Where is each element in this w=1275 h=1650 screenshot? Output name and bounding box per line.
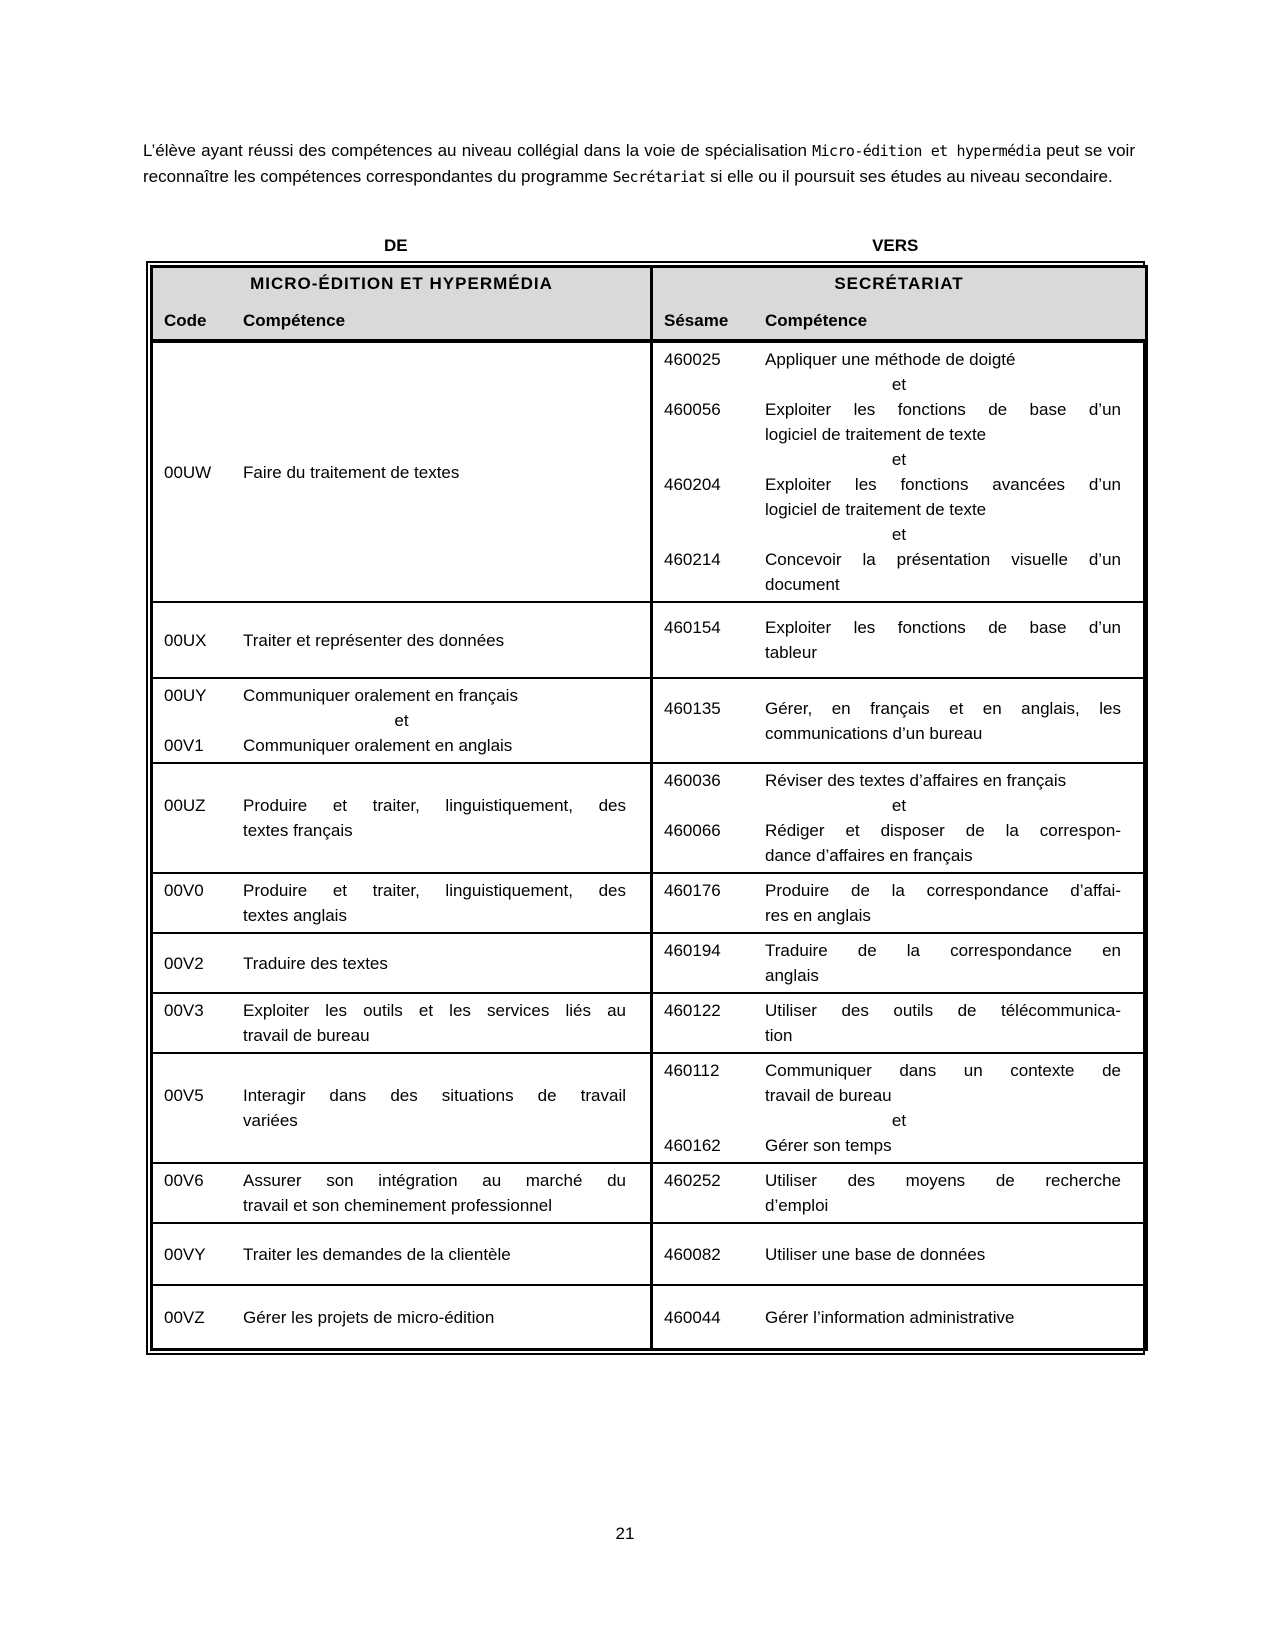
competence-entry (653, 347, 1145, 372)
text-line: communications d’un bureau (765, 723, 983, 743)
right-competence-cell (652, 341, 1147, 602)
left-competence-cell (152, 1285, 652, 1350)
et-separator: et (394, 711, 409, 730)
text-line: tableur (765, 643, 817, 662)
et-separator: et (891, 1111, 907, 1130)
table-row (152, 602, 1147, 678)
text-line: dance d’affaires en français (765, 846, 973, 865)
code-value: 00UW (164, 462, 212, 482)
code-value: 00V5 (164, 1086, 204, 1105)
text-line: Appliquer une méthode de doigté (765, 350, 1016, 369)
text-line: travail de bureau (765, 1086, 892, 1105)
text-line: Traiter les demandes de la clientèle (243, 1244, 511, 1264)
text-line: Gérer, en français et en anglais, les (765, 698, 1121, 718)
competence-text (243, 1242, 650, 1267)
table-header-row (152, 267, 1147, 342)
code-value: 460162 (664, 1136, 721, 1155)
competence-entry (153, 878, 650, 928)
correspondence-table (146, 261, 1145, 1355)
code-value: 00V6 (164, 1171, 204, 1190)
right-program-title: SECRÉTARIAT (834, 274, 964, 293)
table-row (152, 1285, 1147, 1350)
text-line: variées (243, 1111, 298, 1130)
text-line: res en anglais (765, 906, 871, 925)
competence-text (765, 615, 1145, 665)
competence-text (243, 1083, 650, 1133)
text-line: d’emploi (765, 1196, 829, 1215)
competence-text (243, 998, 650, 1048)
vers-label: VERS (872, 236, 919, 255)
competence-entry (653, 615, 1145, 665)
right-competence-cell (652, 763, 1147, 873)
right-column-headers (653, 311, 1145, 331)
competence-text (765, 818, 1145, 868)
code-value: 460056 (664, 400, 721, 419)
table-row (152, 1053, 1147, 1163)
code-value: 460082 (664, 1244, 721, 1264)
right-competence-cell (652, 678, 1147, 763)
competence-text (243, 951, 650, 976)
code-value: 460194 (664, 941, 721, 960)
code-value: 00V3 (164, 1001, 204, 1020)
page-number: 21 (615, 1524, 635, 1543)
code-value: 00V0 (164, 881, 204, 900)
competence-text (765, 472, 1145, 522)
right-competence-cell (652, 602, 1147, 678)
right-competence-cell (652, 933, 1147, 993)
table-body (152, 341, 1147, 1350)
competence-entry (653, 818, 1145, 868)
competence-text (243, 1168, 650, 1218)
text-line: Communiquer dans un contexte de (765, 1061, 1121, 1080)
competence-text (765, 1305, 1145, 1330)
competence-entry (653, 1242, 1145, 1267)
intro-text-segment: peut se voir reconnaître les compétences correspondantes du programme (143, 141, 1135, 186)
text-line: Communiquer oralement en anglais (243, 736, 513, 755)
competence-text (765, 768, 1145, 793)
et-separator: et (891, 525, 907, 544)
competence-text (243, 1305, 650, 1330)
text-line: Utiliser des moyens de recherche (765, 1171, 1121, 1190)
table-row (152, 763, 1147, 873)
right-competence-cell (652, 873, 1147, 933)
text-line: Utiliser une base de données (765, 1244, 986, 1264)
text-line: Gérer les projets de micro-édition (243, 1307, 495, 1327)
competence-entry (653, 998, 1145, 1048)
competence-column-header: Compétence (243, 311, 346, 330)
text-line: Exploiter les fonctions de base d’un (765, 400, 1121, 419)
left-competence-cell (152, 1053, 652, 1163)
text-line: Communiquer oralement en français (243, 686, 518, 705)
text-line: travail de bureau (243, 1026, 370, 1045)
left-competence-cell (152, 678, 652, 763)
competence-text (765, 1133, 1145, 1158)
competence-entry (153, 1242, 650, 1267)
competence-text (243, 683, 650, 708)
competence-entry (153, 793, 650, 843)
text-line: Traduire des textes (243, 953, 388, 973)
text-line: Faire du traitement de textes (243, 462, 460, 482)
code-value: 460204 (664, 475, 721, 494)
right-competence-cell (652, 993, 1147, 1053)
text-line: Gérer son temps (765, 1136, 892, 1155)
table-row (152, 933, 1147, 993)
code-value: 00V1 (164, 736, 204, 755)
text-line: Gérer l’information administrative (765, 1307, 1015, 1327)
competence-entry (653, 1168, 1145, 1218)
competence-text (765, 938, 1145, 988)
right-competence-cell (652, 1163, 1147, 1223)
competence-entry (653, 938, 1145, 988)
left-program-title: MICRO-ÉDITION ET HYPERMÉDIA (250, 274, 553, 293)
left-competence-cell (152, 1163, 652, 1223)
text-line: textes anglais (243, 906, 347, 925)
competence-text (765, 1242, 1145, 1267)
left-competence-cell (152, 602, 652, 678)
table-row (152, 873, 1147, 933)
table-row (152, 1163, 1147, 1223)
et-separator: et (891, 375, 907, 394)
text-line: Produire de la correspondance d’affai- (765, 881, 1121, 900)
competence-column-header: Compétence (765, 311, 868, 330)
competence-text (243, 628, 650, 653)
competence-entry (153, 683, 650, 708)
competence-mapping-table (150, 265, 1148, 1351)
left-competence-cell (152, 993, 652, 1053)
text-line: travail et son cheminement professionnel (243, 1196, 552, 1215)
table-row (152, 678, 1147, 763)
text-line: Assurer son intégration au marché du (243, 1171, 626, 1190)
competence-entry (153, 1305, 650, 1330)
text-line: Exploiter les fonctions de base d’un (765, 618, 1121, 637)
text-line: Utiliser des outils de télécommunica- (765, 1001, 1121, 1020)
competence-entry (153, 733, 650, 758)
code-value: 00UY (164, 686, 207, 705)
et-separator: et (891, 450, 907, 469)
text-line: Produire et traiter, linguistiquement, des (243, 796, 626, 815)
code-column-header: Code (164, 311, 207, 330)
left-header-cell (152, 267, 652, 342)
competence-entry (653, 472, 1145, 522)
table-row (152, 993, 1147, 1053)
competence-entry (153, 998, 650, 1048)
competence-entry (153, 1168, 650, 1218)
competence-entry (653, 397, 1145, 447)
competence-entry (653, 1058, 1145, 1108)
text-line: Rédiger et disposer de la correspon- (765, 821, 1121, 840)
text-line: logiciel de traitement de texte (765, 500, 987, 519)
code-value: 460176 (664, 881, 721, 900)
code-value: 460252 (664, 1171, 721, 1190)
text-line: Traduire de la correspondance en (765, 941, 1121, 960)
program-name-secretariat: Secrétariat (612, 168, 706, 186)
right-competence-cell (652, 1285, 1147, 1350)
right-competence-cell (652, 1223, 1147, 1285)
competence-text (765, 878, 1145, 928)
code-value: 00UX (164, 630, 207, 650)
competence-entry (153, 951, 650, 976)
competence-text (765, 998, 1145, 1048)
intro-text-segment: si elle ou il poursuit ses études au niveau secondaire. (705, 167, 1113, 186)
code-value: 00UZ (164, 796, 206, 815)
code-value: 460135 (664, 698, 721, 718)
competence-entry (653, 547, 1145, 597)
competence-text (243, 878, 650, 928)
code-value: 460025 (664, 350, 721, 369)
code-value: 460036 (664, 771, 721, 790)
left-competence-cell (152, 1223, 652, 1285)
code-value: 460066 (664, 821, 721, 840)
et-separator: et (891, 796, 907, 815)
code-value: 00VY (164, 1244, 206, 1264)
code-value: 460122 (664, 1001, 721, 1020)
code-value: 460044 (664, 1307, 721, 1327)
text-line: tion (765, 1026, 793, 1045)
competence-entry (653, 878, 1145, 928)
code-value: 00VZ (164, 1307, 205, 1327)
competence-text (243, 460, 650, 485)
direction-labels (146, 236, 1145, 256)
right-competence-cell (652, 1053, 1147, 1163)
competence-text (243, 733, 650, 758)
de-label: DE (383, 236, 408, 255)
program-name-micro-edition: Micro-édition et hypermédia (812, 142, 1041, 160)
code-value: 460154 (664, 618, 721, 637)
text-line: Concevoir la présentation visuelle d’un (765, 550, 1121, 569)
competence-text (765, 1168, 1145, 1218)
competence-text (765, 397, 1145, 447)
right-header-cell (652, 267, 1147, 342)
competence-entry (653, 1133, 1145, 1158)
sesame-column-header: Sésame (664, 311, 729, 330)
competence-text (765, 547, 1145, 597)
code-value: 460112 (664, 1061, 720, 1080)
competence-entry (653, 696, 1145, 746)
competence-entry (653, 768, 1145, 793)
text-line: Interagir dans des situations de travail (243, 1086, 626, 1105)
intro-text-segment: L’élève ayant réussi des compétences au niveau collégial dans la voie de spécialisation (143, 141, 813, 160)
left-competence-cell (152, 763, 652, 873)
text-line: logiciel de traitement de texte (765, 425, 987, 444)
table-row (152, 1223, 1147, 1285)
text-line: textes français (243, 821, 353, 840)
left-competence-cell (152, 933, 652, 993)
competence-text (765, 347, 1145, 372)
text-line: anglais (765, 966, 819, 985)
left-competence-cell (152, 873, 652, 933)
code-value: 00V2 (164, 953, 204, 973)
competence-entry (653, 1305, 1145, 1330)
text-line: Traiter et représenter des données (243, 630, 505, 650)
left-competence-cell (152, 341, 652, 602)
competence-text (765, 1058, 1145, 1108)
competence-text (243, 793, 650, 843)
code-value: 460214 (664, 550, 721, 569)
text-line: Exploiter les fonctions avancées d’un (765, 475, 1121, 494)
competence-entry (153, 460, 650, 485)
left-column-headers (153, 311, 650, 331)
intro-paragraph (143, 138, 1135, 190)
text-line: Exploiter les outils et les services liés au (243, 1001, 626, 1020)
competence-entry (153, 628, 650, 653)
table-row (152, 341, 1147, 602)
text-line: Réviser des textes d’affaires en français (765, 771, 1067, 790)
text-line: document (765, 575, 840, 594)
competence-text (765, 696, 1145, 746)
competence-entry (153, 1083, 650, 1133)
text-line: Produire et traiter, linguistiquement, des (243, 881, 626, 900)
